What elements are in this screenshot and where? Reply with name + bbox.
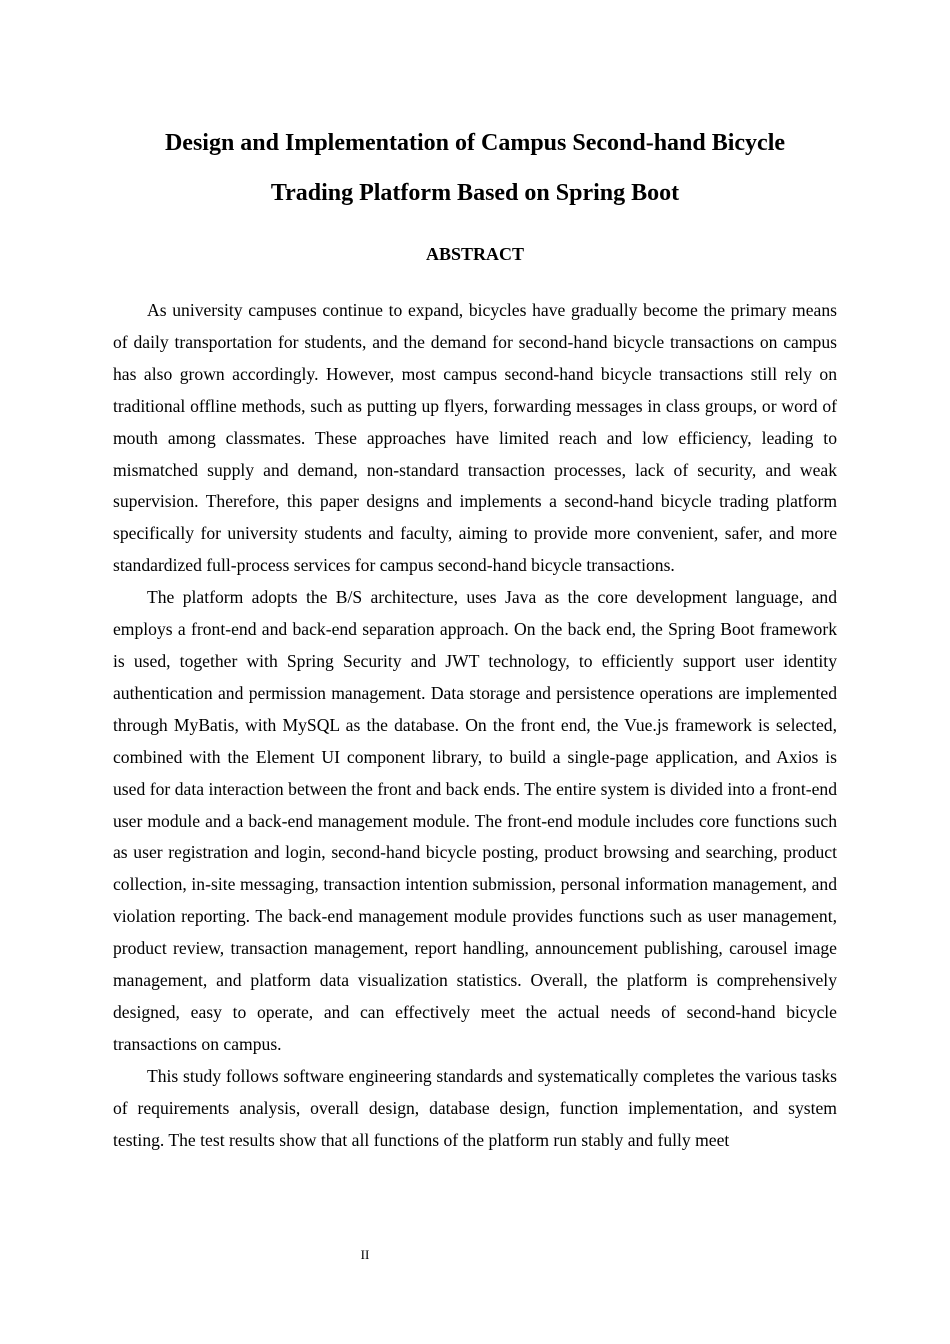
title-line-1: Design and Implementation of Campus Second-hand Bicycle [164, 130, 786, 156]
abstract-paragraph-3: This study follows software engineering standards and systematically completes the various tasks of requirements analysis, overall design, database design, function implementation, and system testing. The test results show that all functions of the platform run stably and fully meet [113, 1065, 837, 1150]
abstract-heading: ABSTRACT [425, 244, 525, 264]
abstract-body [113, 295, 837, 1156]
abstract-paragraph-1: As university campuses continue to expand, bicycles have gradually become the primary means of daily transportation for students, and the demand for second-hand bicycle transactions on campus has also grown accordingly. However, most campus second-hand bicycle transactions still rely on traditional offline methods, such as putting up flyers, forwarding messages in class groups, or word of mouth among classmates. These approaches have limited reach and low efficiency, leading to mismatched supply and demand, non-standard transaction processes, lack of security, and weak supervision. Therefore, this paper designs and implements a second-hand bicycle trading platform specifically for university students and faculty, aiming to provide more convenient, safer, and more standardized full-process services for campus second-hand bicycle transactions. [113, 300, 837, 576]
page-number: II [360, 1247, 370, 1262]
abstract-paragraph-2: The platform adopts the B/S architecture, uses Java as the core development language, and employs a front-end and back-end separation approach. On the back end, the Spring Boot framework is used, together with Spring Security and JWT technology, to efficiently support user identity authentication and permission management. Data storage and persistence operations are implemented through MyBatis, with MySQL as the database. On the front end, the Vue.js framework is selected, combined with the Element UI component library, to build a single-page application, and Axios is used for data interaction between the front and back ends. The entire system is divided into a front-end user module and a back-end management module. The front-end module includes core functions such as user registration and login, second-hand bicycle posting, product browsing and searching, product collection, in-site messaging, transaction intention submission, personal information management, and violation reporting. The back-end management module provides functions such as user management, product review, transaction management, report handling, announcement publishing, carousel image management, and platform data visualization statistics. Overall, the platform is comprehensively designed, easy to operate, and can effectively meet the actual needs of second-hand bicycle transactions on campus. [113, 587, 837, 1054]
document-title [113, 118, 837, 218]
title-line-2: Trading Platform Based on Spring Boot [270, 180, 680, 206]
